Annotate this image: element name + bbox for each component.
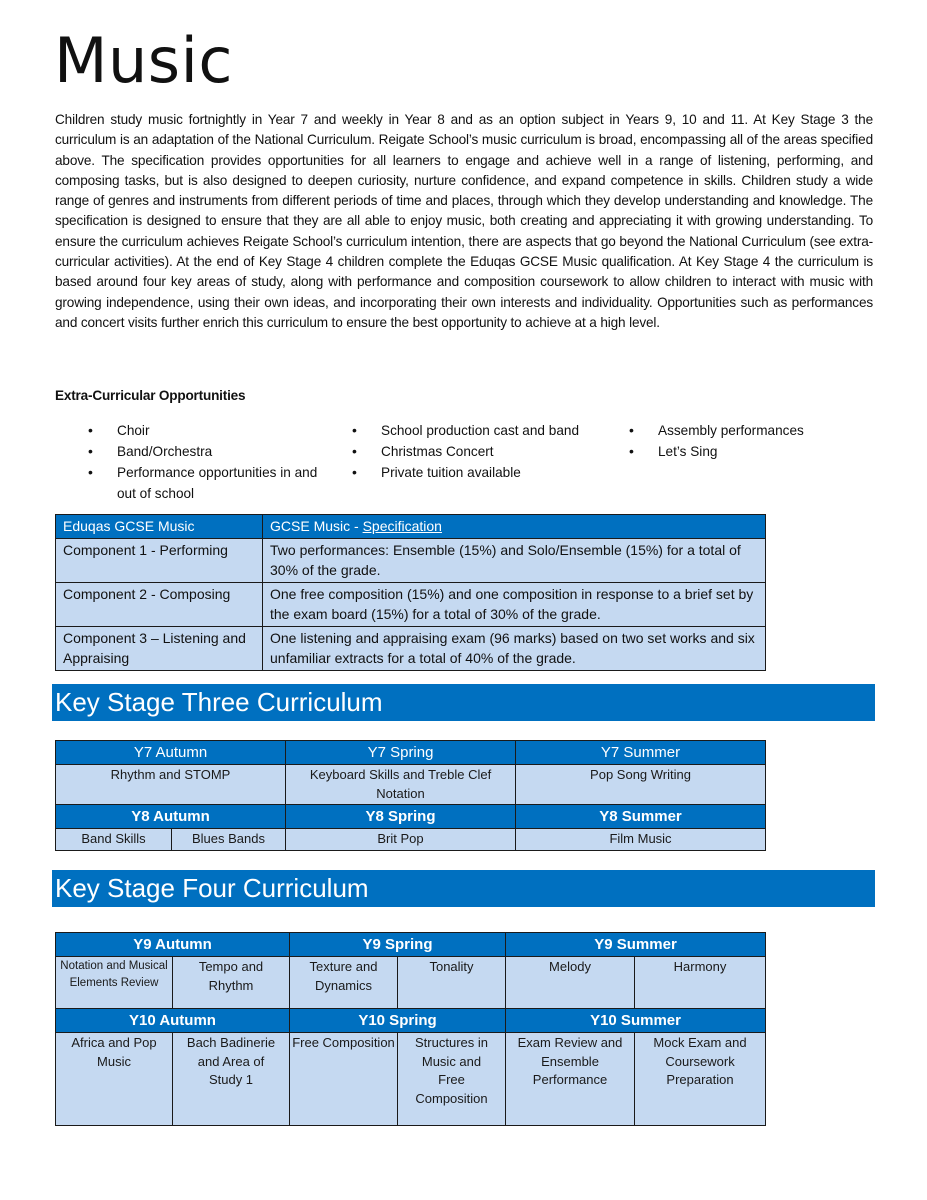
list-item: • Let’s Sing — [629, 441, 859, 462]
bullet-column-3 — [629, 420, 859, 462]
table-row — [56, 538, 766, 582]
term-header: Y8 Autumn — [56, 805, 286, 829]
topic-cell: Tempo and Rhythm — [173, 957, 290, 1009]
term-header: Y7 Spring — [286, 741, 516, 765]
specification-link[interactable]: Specification — [362, 518, 442, 534]
term-header: Y9 Autumn — [56, 933, 290, 957]
y10-topics-row — [56, 1033, 766, 1126]
list-item: • School production cast and band — [352, 420, 622, 441]
list-item: • Private tuition available — [352, 462, 622, 483]
topic-cell: Melody — [506, 957, 635, 1009]
ks3-curriculum-table — [55, 740, 766, 851]
gcse-components-table — [55, 514, 766, 671]
topic-cell: Notation and Musical Elements Review — [56, 957, 173, 1009]
component-cell: Component 3 – Listening and Appraising — [56, 626, 263, 670]
table-row — [56, 626, 766, 670]
term-header: Y8 Spring — [286, 805, 516, 829]
topic-cell: Mock Exam and Coursework Preparation — [635, 1033, 766, 1126]
topic-cell: Structures in Music and Free Composition — [398, 1033, 506, 1126]
list-item: • Christmas Concert — [352, 441, 622, 462]
table-header-row — [56, 515, 766, 539]
topic-cell: Tonality — [398, 957, 506, 1009]
topic-cell: Bach Badinerie and Area of Study 1 — [173, 1033, 290, 1126]
topic-cell: Rhythm and STOMP — [56, 765, 286, 805]
term-header: Y7 Summer — [516, 741, 766, 765]
term-header: Y9 Summer — [506, 933, 766, 957]
ks4-curriculum-table — [55, 932, 766, 1126]
list-item: • Performance opportunities in and out of school — [88, 462, 328, 504]
topic-cell: Blues Bands — [172, 829, 286, 851]
topic-cell: Brit Pop — [286, 829, 516, 851]
header-cell — [263, 515, 766, 539]
y8-header-row — [56, 805, 766, 829]
description-cell: One listening and appraising exam (96 marks) based on two set works and six unfamiliar extracts for a total of 40% of the grade. — [263, 626, 766, 670]
list-item: • Assembly performances — [629, 420, 859, 441]
topic-cell: Africa and Pop Music — [56, 1033, 173, 1126]
topic-cell: Keyboard Skills and Treble Clef Notation — [286, 765, 516, 805]
page-title: Music — [54, 24, 233, 97]
y10-header-row — [56, 1009, 766, 1033]
term-header: Y8 Summer — [516, 805, 766, 829]
topic-cell: Band Skills — [56, 829, 172, 851]
header-prefix: GCSE Music - — [270, 518, 363, 534]
bullet-column-2 — [352, 420, 622, 483]
term-header: Y10 Spring — [290, 1009, 506, 1033]
term-header: Y10 Summer — [506, 1009, 766, 1033]
topic-cell: Film Music — [516, 829, 766, 851]
topic-cell: Texture and Dynamics — [290, 957, 398, 1009]
y7-header-row — [56, 741, 766, 765]
term-header: Y9 Spring — [290, 933, 506, 957]
y7-topics-row — [56, 765, 766, 805]
description-cell: One free composition (15%) and one composition in response to a brief set by the exam board (15%) for a total of 30% of the grade. — [263, 582, 766, 626]
y8-topics-row — [56, 829, 766, 851]
y9-topics-row — [56, 957, 766, 1009]
y9-header-row — [56, 933, 766, 957]
ks4-section-banner: Key Stage Four Curriculum — [52, 870, 875, 907]
description-cell: Two performances: Ensemble (15%) and Solo/Ensemble (15%) for a total of 30% of the grade. — [263, 538, 766, 582]
list-item: • Choir — [88, 420, 328, 441]
header-cell: Eduqas GCSE Music — [56, 515, 263, 539]
list-item: • Band/Orchestra — [88, 441, 328, 462]
ks3-section-banner: Key Stage Three Curriculum — [52, 684, 875, 721]
bullet-column-1 — [88, 420, 328, 504]
topic-cell: Harmony — [635, 957, 766, 1009]
extra-curricular-heading: Extra-Curricular Opportunities — [55, 388, 246, 403]
intro-paragraph: Children study music fortnightly in Year 7 and weekly in Year 8 and as an option subject in Years 9, 10 and 11. At Key Stage 3 the curriculum is an adaptation of the National Curriculum. Reigate School’s music curriculum is broad, encompassing all of the areas specified above. The specification provides opportunities for all learners to engage and achieve well in a range of listening, performing, and composing tasks, but is also designed to deepen curiosity, nurture confidence, and expand competence in skills. Children study a wide range of genres and instruments from different periods of time and places, through which they develop understanding and knowledge. The specification is designed to ensure that they are all able to enjoy music, both creating and appreciating it with growing understanding. To ensure the curriculum achieves Reigate School’s curriculum intention, there are aspects that go beyond the National Curriculum (see extra-curricular activities). At the end of Key Stage 4 children complete the Eduqas GCSE Music qualification. At Key Stage 4 the curriculum is based around four key areas of study, along with performance and composition coursework to allow children to interact with music with growing independence, using their own ideas, and incorporating their own interests and individuality. Opportunities such as performances and concert visits further enrich this curriculum to ensure the best opportunity to achieve at a high level. — [55, 112, 873, 330]
topic-cell: Free Composition — [290, 1033, 398, 1126]
topic-cell: Exam Review and Ensemble Performance — [506, 1033, 635, 1126]
component-cell: Component 1 - Performing — [56, 538, 263, 582]
term-header: Y10 Autumn — [56, 1009, 290, 1033]
component-cell: Component 2 - Composing — [56, 582, 263, 626]
table-row — [56, 582, 766, 626]
topic-cell: Pop Song Writing — [516, 765, 766, 805]
term-header: Y7 Autumn — [56, 741, 286, 765]
